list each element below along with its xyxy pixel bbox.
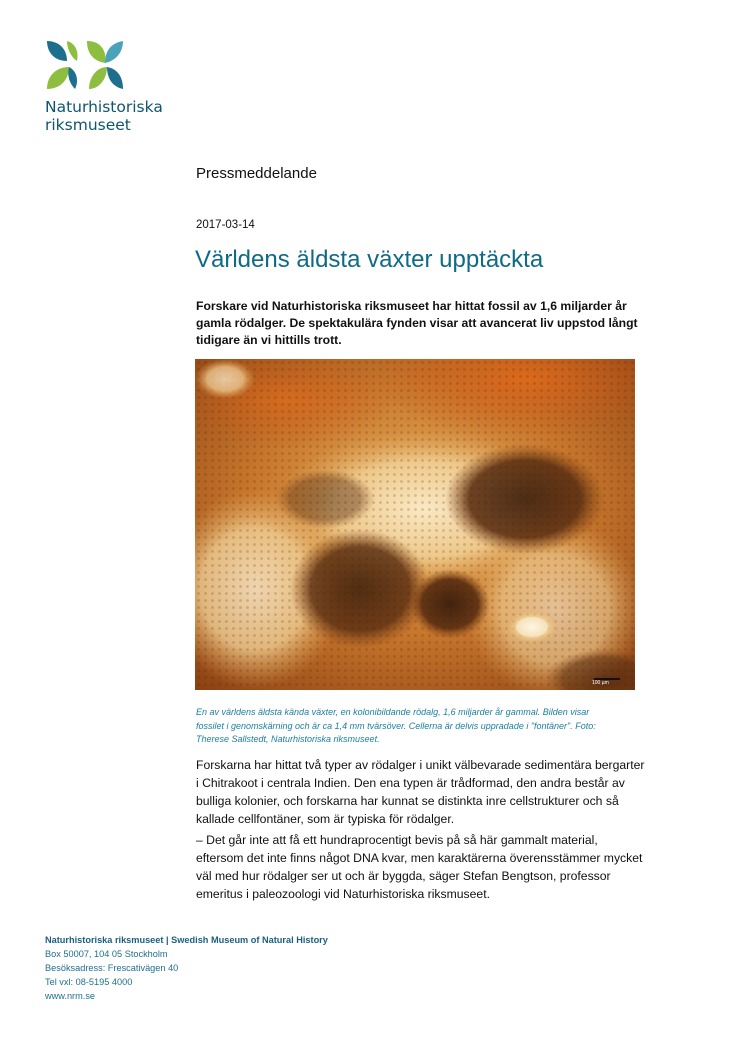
footer-phone: Tel vxl: 08-5195 4000 [45,977,133,987]
paragraph-line: väl med hur rödalger ser ut och är byggda, säger Stefan Bengtson, professor [196,869,611,883]
lead-paragraph [196,298,646,349]
logo-line-1: Naturhistoriska [45,98,163,116]
page-title: Världens äldsta växter upptäckta [195,246,544,273]
caption-line: fossilet i genomskärning och är ca 1,4 mm tvärsöver. Cellerna är delvis uppradade i "fontäner". Foto: [196,720,596,731]
photo-caption [196,706,658,747]
footer [45,933,328,1003]
footer-web-link[interactable]: www.nrm.se [45,991,96,1001]
document-type: Pressmeddelande [196,165,317,182]
lead-line: tidigare än vi hittills trott. [196,333,342,347]
caption-line: Therese Sallstedt, Naturhistoriska riksmuseet. [196,734,380,745]
paragraph-line: Forskarna har hittat två typer av rödalger i unikt välbevarade sedimentära bergarter [196,758,645,772]
scale-bar [592,678,622,686]
footer-address: Besöksadress: Frescativägen 40 [45,963,179,973]
logo-line-2: riksmuseet [45,116,131,134]
document-date: 2017-03-14 [196,219,255,231]
footer-box: Box 50007, 104 05 Stockholm [45,949,168,959]
paragraph-line: bulliga kolonier, och forskarna har kunnat se distinkta inre cellstrukturer och så [196,794,619,808]
caption-line: En av världens äldsta kända växter, en kolonibildande rödalg, 1,6 miljarder år gammal. Bilden visar [196,707,590,717]
paragraph-line: i Chitrakoot i centrala Indien. Den ena typen är trådformad, den andra består av [196,776,625,790]
naturhistoriska-riksmuseet-logo-icon [45,39,125,91]
body-paragraph-1 [196,756,646,828]
paragraph-line: kallade cellfontäner, som är typiska för rödalger. [196,812,455,826]
scale-bar-label: 100 µm [592,680,609,686]
paragraph-line: eftersom det inte finns något DNA kvar, men karaktärerna överensstämmer mycket [196,851,643,865]
paragraph-line: – Det går inte att få ett hundraprocentigt bevis på så här gammalt material, [196,833,598,847]
footer-org: Naturhistoriska riksmuseet | Swedish Museum of Natural History [45,935,328,945]
lead-line: gamla rödalger. De spektakulära fynden visar att avancerat liv uppstod långt [196,316,638,330]
lead-line: Forskare vid Naturhistoriska riksmuseet har hittat fossil av 1,6 miljarder år [196,299,627,313]
logo-wordmark [45,98,163,134]
paragraph-line: emeritus i paleozoologi vid Naturhistoriska riksmuseet. [196,887,490,901]
fossil-photo [195,359,635,690]
body-paragraph-2 [196,831,646,903]
